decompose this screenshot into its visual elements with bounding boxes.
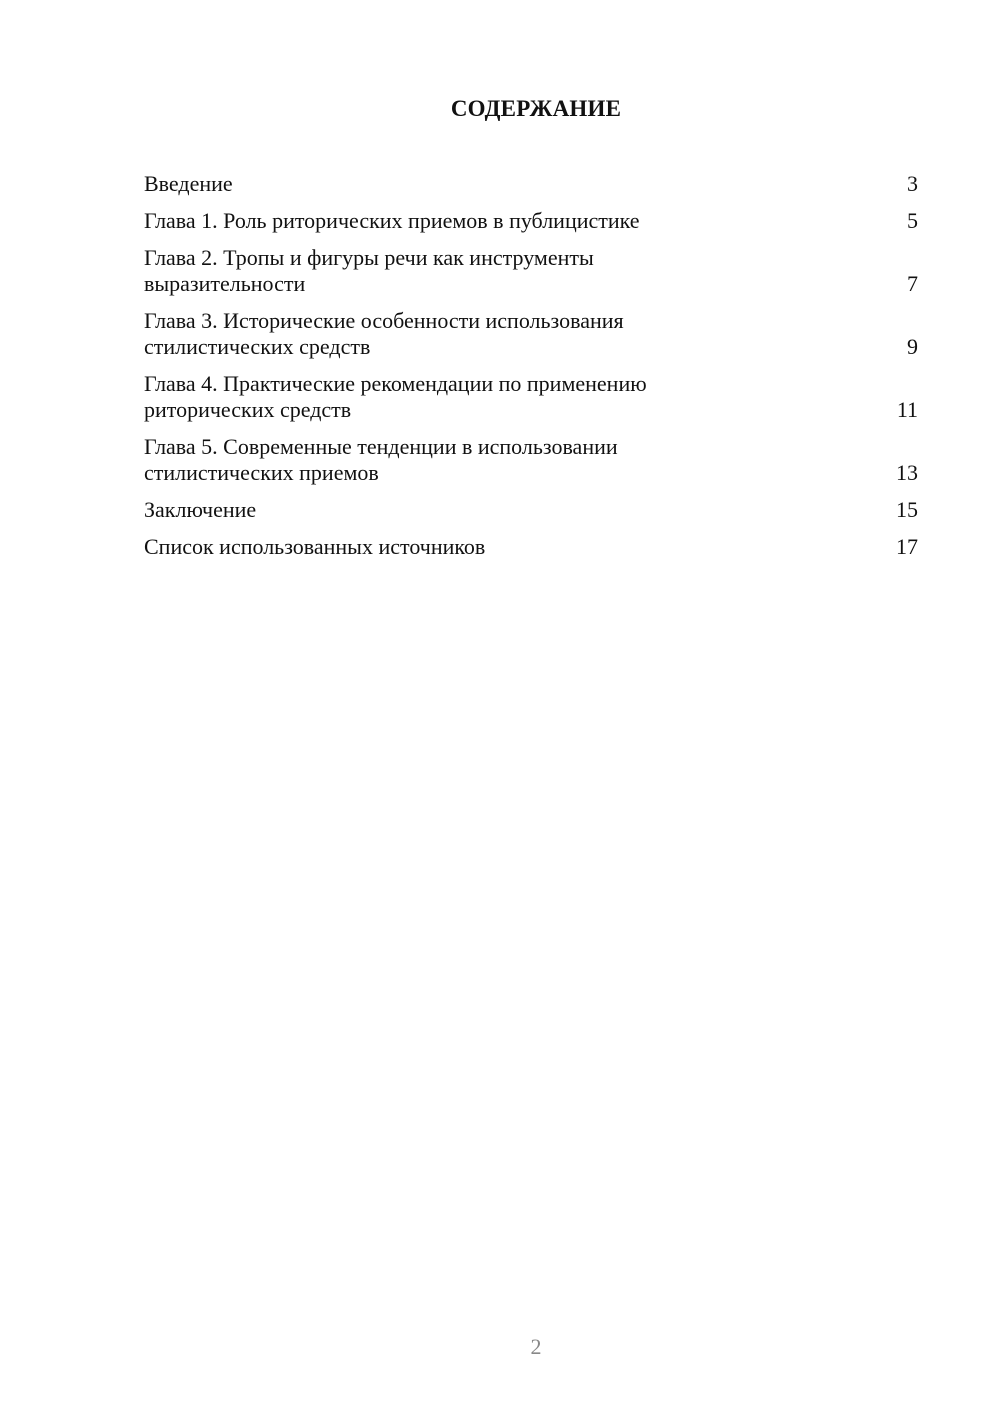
toc-entry-page: 17: [896, 534, 918, 559]
toc-entry-introduction: [144, 171, 918, 197]
toc-entry-conclusion: [144, 497, 918, 523]
toc-entry-title: Глава 4. Практические рекомендации по применению риторических средств: [144, 371, 647, 422]
page-number: 2: [530, 1334, 542, 1359]
toc-entry-title: Глава 2. Тропы и фигуры речи как инструменты выразительности: [144, 245, 594, 296]
toc-entry-chapter-2: [144, 245, 918, 297]
toc-entry-page: 9: [907, 334, 918, 359]
toc-entry-page: 3: [907, 171, 918, 196]
toc-entry-chapter-5: [144, 434, 918, 486]
toc-entry-title: Список использованных источников: [144, 534, 486, 559]
toc-entry-page: 13: [896, 460, 918, 485]
toc-entry-title: Глава 5. Современные тенденции в использовании стилистических приемов: [144, 434, 618, 485]
toc-entry-page: 7: [907, 271, 918, 296]
toc-entry-chapter-3: [144, 308, 918, 360]
toc-entry-chapter-1: [144, 208, 918, 234]
toc-entry-title: Глава 3. Исторические особенности использования стилистических средств: [144, 308, 624, 359]
toc-entry-title: Глава 1. Роль риторических приемов в публицистике: [144, 208, 640, 233]
toc-entry-page: 15: [896, 497, 918, 522]
toc-entry-page: 5: [907, 208, 918, 233]
toc-entry-chapter-4: [144, 371, 918, 423]
toc-entry-references: [144, 534, 918, 560]
toc-entry-title: Введение: [144, 171, 233, 196]
toc-entry-page: 11: [896, 397, 918, 422]
toc-entry-title: Заключение: [144, 497, 257, 522]
toc-title: СОДЕРЖАНИЕ: [450, 96, 622, 121]
table-of-contents: [144, 171, 918, 571]
